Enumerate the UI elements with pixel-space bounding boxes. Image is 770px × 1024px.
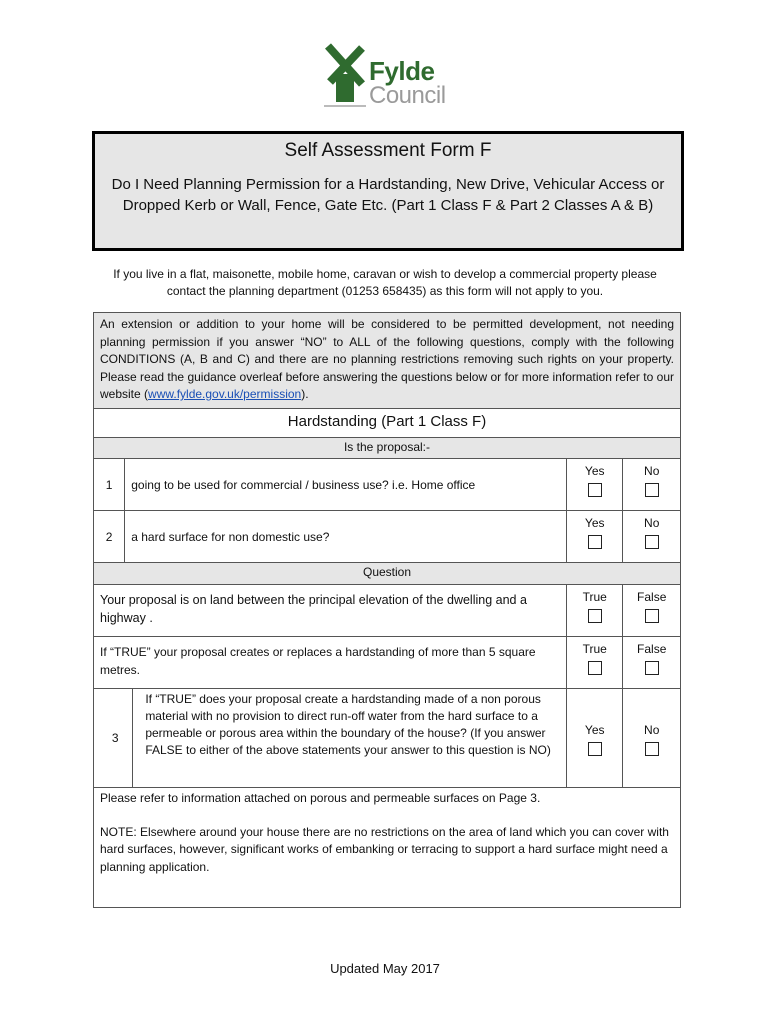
option-label-false: False xyxy=(637,590,667,604)
title-box xyxy=(92,131,684,251)
info-text: An extension or addition to your home will be considered to be permitted development, not needing planning permission if you answer “NO” to ALL of the following questions, comply with the following CONDITIONS (A, B and C) and there are no planning restrictions removing such rights on your property. Please read the guidance overleaf before answering the questions below or for more information refer to our website (www.fylde.gov.uk/permission). xyxy=(94,313,681,409)
statement-row-1 xyxy=(94,585,681,637)
council-logo xyxy=(322,40,462,112)
checkbox-s1-false[interactable] xyxy=(645,609,659,623)
assessment-table xyxy=(93,312,681,908)
windmill-icon xyxy=(322,40,370,112)
question-number: 1 xyxy=(94,459,125,511)
option-label-yes: Yes xyxy=(584,722,605,737)
option-cell xyxy=(566,511,622,563)
option-cell xyxy=(623,511,681,563)
info-row xyxy=(94,313,681,409)
option-label-yes: Yes xyxy=(584,464,605,478)
logo-text-council: Council xyxy=(369,82,446,109)
option-label-no: No xyxy=(644,516,660,530)
website-link[interactable]: www.fylde.gov.uk/permission xyxy=(148,387,302,401)
option-label-no: No xyxy=(644,464,660,478)
question-row-3 xyxy=(94,689,681,788)
option-cell xyxy=(623,689,681,788)
restriction-note: NOTE: Elsewhere around your house there are no restrictions on the area of land which you can cover with hard surfaces, however, significant works of embanking or terracing to support a hard surface might need a planning application. xyxy=(100,824,669,874)
porous-note: Please refer to information attached on porous and permeable surfaces on Page 3. xyxy=(100,791,541,805)
notes-cell xyxy=(94,788,681,908)
option-label-true: True xyxy=(582,642,607,656)
option-cell xyxy=(566,637,622,689)
option-label-false: False xyxy=(637,642,667,656)
logo-text-fylde: Fylde xyxy=(369,56,435,86)
question-text: If “TRUE” does your proposal create a hardstanding made of a non porous material with no provision to direct run-off water from the hard surface to a permeable or porous area within the boundary of the house? (If you answer FALSE to either of the above statements your answer to this question is NO) xyxy=(133,689,567,788)
form-subtitle: Do I Need Planning Permission for a Hardstanding, New Drive, Vehicular Access or Dropped Kerb or Wall, Fence, Gate Etc. (Part 1 Class F & Part 2 Classes A & B) xyxy=(111,176,665,214)
footer-updated: Updated May 2017 xyxy=(330,961,440,976)
checkbox-q3-no[interactable] xyxy=(645,742,659,756)
question-header: Question xyxy=(94,563,681,585)
checkbox-s2-false[interactable] xyxy=(645,661,659,675)
question-number: 3 xyxy=(94,689,133,788)
checkbox-s2-true[interactable] xyxy=(588,661,602,675)
option-cell xyxy=(623,585,681,637)
question-number: 2 xyxy=(94,511,125,563)
question-row-1 xyxy=(94,459,681,511)
question-row-2 xyxy=(94,511,681,563)
statement-row-2 xyxy=(94,637,681,689)
statement-text: If “TRUE” your proposal creates or replaces a hardstanding of more than 5 square metres. xyxy=(94,637,567,689)
checkbox-s1-true[interactable] xyxy=(588,609,602,623)
checkbox-q1-yes[interactable] xyxy=(588,483,602,497)
checkbox-q3-yes[interactable] xyxy=(588,742,602,756)
section-title: Hardstanding (Part 1 Class F) xyxy=(94,409,681,438)
option-cell xyxy=(566,585,622,637)
option-cell xyxy=(566,689,622,788)
option-label-no: No xyxy=(644,722,660,737)
option-cell xyxy=(623,637,681,689)
question-text: a hard surface for non domestic use? xyxy=(125,511,567,563)
checkbox-q2-no[interactable] xyxy=(645,535,659,549)
checkbox-q2-yes[interactable] xyxy=(588,535,602,549)
option-label-true: True xyxy=(582,590,607,604)
option-label-yes: Yes xyxy=(584,516,605,530)
checkbox-q1-no[interactable] xyxy=(645,483,659,497)
intro-note: If you live in a flat, maisonette, mobile home, caravan or wish to develop a commercial property please contact the planning department (01253 658435) as this form will not apply to you. xyxy=(113,267,657,298)
statement-text: Your proposal is on land between the principal elevation of the dwelling and a highway . xyxy=(94,585,567,637)
option-cell xyxy=(566,459,622,511)
notes-row xyxy=(94,788,681,908)
question-text: going to be used for commercial / business use? i.e. Home office xyxy=(125,459,567,511)
form-title: Self Assessment Form F xyxy=(284,140,492,161)
section-prompt: Is the proposal:- xyxy=(94,438,681,459)
option-cell xyxy=(623,459,681,511)
